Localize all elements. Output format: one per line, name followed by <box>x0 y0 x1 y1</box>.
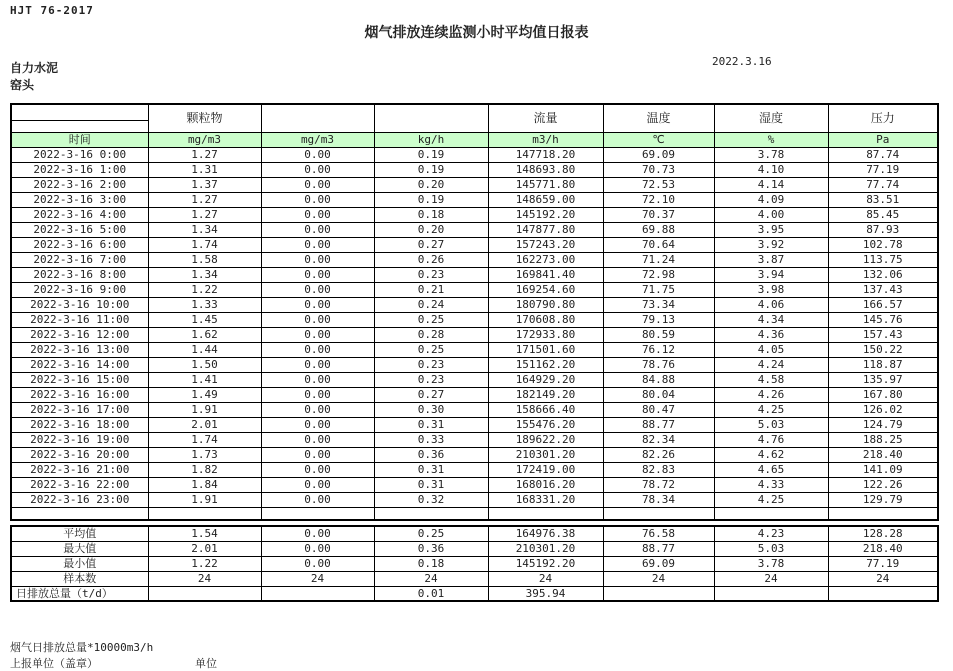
hourly-row-label: 2022-3-16 12:00 <box>11 327 148 342</box>
hourly-row-value: 166.57 <box>828 297 938 312</box>
hourly-row-value: 148659.00 <box>488 192 603 207</box>
hourly-row-value: 172933.80 <box>488 327 603 342</box>
hourly-row <box>11 252 938 267</box>
hourly-row-value: 1.82 <box>148 462 261 477</box>
hourly-row-value: 4.00 <box>714 207 828 222</box>
summary-row-value: 128.28 <box>828 526 938 541</box>
summary-row-value: 24 <box>488 571 603 586</box>
hourly-row-label: 2022-3-16 22:00 <box>11 477 148 492</box>
hourly-row-value: 0.21 <box>374 282 488 297</box>
hourly-row-value: 4.58 <box>714 372 828 387</box>
hourly-row-value: 0.00 <box>261 357 374 372</box>
time-header: 时间 <box>11 132 148 147</box>
hourly-row-value: 77.19 <box>828 162 938 177</box>
hourly-row-value: 1.91 <box>148 492 261 507</box>
hourly-row-label: 2022-3-16 3:00 <box>11 192 148 207</box>
hourly-row-label: 2022-3-16 17:00 <box>11 402 148 417</box>
data-rows <box>11 147 938 507</box>
hourly-row <box>11 282 938 297</box>
hourly-row-value: 0.28 <box>374 327 488 342</box>
hourly-row-value: 4.34 <box>714 312 828 327</box>
summary-row-value: 218.40 <box>828 541 938 556</box>
hourly-row-label: 2022-3-16 6:00 <box>11 237 148 252</box>
hourly-row-value: 73.34 <box>603 297 714 312</box>
hourly-row-value: 129.79 <box>828 492 938 507</box>
hourly-row-value: 0.25 <box>374 312 488 327</box>
hourly-row-value: 70.73 <box>603 162 714 177</box>
hourly-row-value: 122.26 <box>828 477 938 492</box>
unit-header-row <box>11 132 938 147</box>
summary-row-value: 5.03 <box>714 541 828 556</box>
hourly-row-value: 80.47 <box>603 402 714 417</box>
hourly-row-value: 0.00 <box>261 372 374 387</box>
hourly-row-value: 4.33 <box>714 477 828 492</box>
summary-row <box>11 556 938 571</box>
hourly-row <box>11 237 938 252</box>
footer-note: 烟气日排放总量*10000m3/h <box>10 641 154 654</box>
hourly-row-label: 2022-3-16 13:00 <box>11 342 148 357</box>
hourly-row-value: 0.20 <box>374 222 488 237</box>
standard-number: HJT 76-2017 <box>10 4 94 17</box>
page-title: 烟气排放连续监测小时平均值日报表 <box>364 25 589 41</box>
hourly-row-value: 0.00 <box>261 492 374 507</box>
hourly-row-label: 2022-3-16 14:00 <box>11 357 148 372</box>
hourly-row-value: 0.00 <box>261 342 374 357</box>
monitoring-point: 窑头 <box>10 78 35 92</box>
hourly-row-value: 167.80 <box>828 387 938 402</box>
summary-row <box>11 571 938 586</box>
summary-row-value: 1.22 <box>148 556 261 571</box>
hourly-row-value: 0.27 <box>374 387 488 402</box>
hourly-row-value: 0.25 <box>374 342 488 357</box>
summary-row-label: 最小值 <box>11 556 148 571</box>
hourly-row <box>11 177 938 192</box>
hourly-row-value: 85.45 <box>828 207 938 222</box>
hourly-row-value: 3.78 <box>714 147 828 162</box>
hourly-row-value: 218.40 <box>828 447 938 462</box>
hourly-row-label: 2022-3-16 0:00 <box>11 147 148 162</box>
hourly-row-value: 0.19 <box>374 192 488 207</box>
summary-rows <box>11 526 938 601</box>
summary-row-label: 日排放总量（t/d） <box>11 586 148 601</box>
hourly-row <box>11 372 938 387</box>
hourly-row-value: 0.00 <box>261 222 374 237</box>
hourly-row-value: 80.04 <box>603 387 714 402</box>
hourly-row-value: 78.34 <box>603 492 714 507</box>
hourly-row-value: 0.00 <box>261 387 374 402</box>
hourly-row-value: 4.65 <box>714 462 828 477</box>
col-header-blank-1 <box>261 104 374 132</box>
unit-kgh: kg/h <box>374 132 488 147</box>
hourly-row-value: 141.09 <box>828 462 938 477</box>
summary-row-value: 2.01 <box>148 541 261 556</box>
hourly-row-value: 87.93 <box>828 222 938 237</box>
hourly-row-value: 113.75 <box>828 252 938 267</box>
hourly-row-label: 2022-3-16 20:00 <box>11 447 148 462</box>
hourly-row-value: 1.22 <box>148 282 261 297</box>
unit-m3h: m3/h <box>488 132 603 147</box>
hourly-row-value: 1.34 <box>148 222 261 237</box>
hourly-row-value: 3.87 <box>714 252 828 267</box>
hourly-row-value: 3.94 <box>714 267 828 282</box>
summary-row <box>11 586 938 601</box>
hourly-row-value: 72.10 <box>603 192 714 207</box>
col-header-flow: 流量 <box>488 104 603 132</box>
hourly-row-value: 0.23 <box>374 267 488 282</box>
hourly-row-value: 1.84 <box>148 477 261 492</box>
hourly-row-value: 164929.20 <box>488 372 603 387</box>
hourly-row <box>11 267 938 282</box>
hourly-row-value: 0.23 <box>374 372 488 387</box>
hourly-row-value: 78.76 <box>603 357 714 372</box>
hourly-row-label: 2022-3-16 1:00 <box>11 162 148 177</box>
hourly-row-value: 4.36 <box>714 327 828 342</box>
hourly-row-label: 2022-3-16 7:00 <box>11 252 148 267</box>
summary-row-value <box>714 586 828 601</box>
hourly-row-label: 2022-3-16 2:00 <box>11 177 148 192</box>
unit-percent: % <box>714 132 828 147</box>
hourly-row-value: 4.10 <box>714 162 828 177</box>
hourly-row-value: 172419.00 <box>488 462 603 477</box>
hourly-row-value: 0.18 <box>374 207 488 222</box>
hourly-row-value: 88.77 <box>603 417 714 432</box>
hourly-row-value: 1.33 <box>148 297 261 312</box>
hourly-row-value: 0.20 <box>374 177 488 192</box>
hourly-row-value: 0.00 <box>261 237 374 252</box>
summary-row-value: 0.36 <box>374 541 488 556</box>
summary-row-value: 164976.38 <box>488 526 603 541</box>
hourly-row-value: 1.91 <box>148 402 261 417</box>
col-header-humidity: 湿度 <box>714 104 828 132</box>
corner-cell-top <box>11 104 148 120</box>
summary-row <box>11 541 938 556</box>
hourly-row-label: 2022-3-16 15:00 <box>11 372 148 387</box>
hourly-row-value: 0.00 <box>261 447 374 462</box>
summary-row-value: 145192.20 <box>488 556 603 571</box>
hourly-row-value: 84.88 <box>603 372 714 387</box>
hourly-row-value: 137.43 <box>828 282 938 297</box>
hourly-row <box>11 162 938 177</box>
hourly-row-value: 71.24 <box>603 252 714 267</box>
hourly-row <box>11 207 938 222</box>
summary-row-value: 88.77 <box>603 541 714 556</box>
hourly-row-value: 0.00 <box>261 417 374 432</box>
hourly-row-value: 71.75 <box>603 282 714 297</box>
hourly-row-value: 0.00 <box>261 282 374 297</box>
hourly-row-value: 188.25 <box>828 432 938 447</box>
report-date: 2022.3.16 <box>712 55 772 68</box>
hourly-row-value: 0.23 <box>374 357 488 372</box>
spacer-row <box>11 507 938 520</box>
hourly-row-value: 189622.20 <box>488 432 603 447</box>
hourly-row-value: 1.31 <box>148 162 261 177</box>
hourly-row-value: 4.25 <box>714 402 828 417</box>
hourly-row-value: 1.37 <box>148 177 261 192</box>
hourly-row-label: 2022-3-16 9:00 <box>11 282 148 297</box>
hourly-row-value: 82.83 <box>603 462 714 477</box>
col-header-blank-2 <box>374 104 488 132</box>
hourly-row-value: 210301.20 <box>488 447 603 462</box>
summary-row-value: 4.23 <box>714 526 828 541</box>
hourly-row-value: 0.00 <box>261 192 374 207</box>
hourly-row-value: 157243.20 <box>488 237 603 252</box>
summary-row-value: 395.94 <box>488 586 603 601</box>
summary-row-value: 77.19 <box>828 556 938 571</box>
hourly-row-value: 2.01 <box>148 417 261 432</box>
hourly-row-value: 1.74 <box>148 432 261 447</box>
hourly-row-value: 4.26 <box>714 387 828 402</box>
hourly-row-value: 4.62 <box>714 447 828 462</box>
hourly-row <box>11 342 938 357</box>
reporting-unit-label: 上报单位（盖章） <box>10 657 98 670</box>
hourly-row <box>11 147 938 162</box>
hourly-row-value: 0.00 <box>261 252 374 267</box>
hourly-row-value: 0.00 <box>261 207 374 222</box>
hourly-row-label: 2022-3-16 8:00 <box>11 267 148 282</box>
hourly-row-value: 147718.20 <box>488 147 603 162</box>
hourly-row-value: 0.19 <box>374 162 488 177</box>
summary-row-value: 24 <box>828 571 938 586</box>
hourly-row-value: 72.53 <box>603 177 714 192</box>
unit-mgm3-2: mg/m3 <box>261 132 374 147</box>
hourly-row <box>11 477 938 492</box>
hourly-row-value: 0.31 <box>374 462 488 477</box>
report-table-area <box>10 103 937 602</box>
summary-row <box>11 526 938 541</box>
unit-label: 单位 <box>195 657 217 670</box>
hourly-row-value: 4.14 <box>714 177 828 192</box>
hourly-row-value: 82.26 <box>603 447 714 462</box>
hourly-row-label: 2022-3-16 11:00 <box>11 312 148 327</box>
hourly-row <box>11 357 938 372</box>
hourly-row-value: 147877.80 <box>488 222 603 237</box>
hourly-row-value: 168016.20 <box>488 477 603 492</box>
hourly-row <box>11 312 938 327</box>
hourly-row-value: 0.00 <box>261 462 374 477</box>
hourly-row-label: 2022-3-16 19:00 <box>11 432 148 447</box>
hourly-row-value: 5.03 <box>714 417 828 432</box>
hourly-row-value: 158666.40 <box>488 402 603 417</box>
hourly-row-value: 148693.80 <box>488 162 603 177</box>
hourly-row-value: 0.00 <box>261 402 374 417</box>
hourly-row-value: 169841.40 <box>488 267 603 282</box>
hourly-row-value: 4.09 <box>714 192 828 207</box>
hourly-row-value: 78.72 <box>603 477 714 492</box>
hourly-row-label: 2022-3-16 4:00 <box>11 207 148 222</box>
hourly-row-value: 0.30 <box>374 402 488 417</box>
summary-row-value: 0.00 <box>261 526 374 541</box>
hourly-row-value: 3.92 <box>714 237 828 252</box>
hourly-row-value: 80.59 <box>603 327 714 342</box>
hourly-data-table <box>10 103 939 521</box>
hourly-row-value: 0.24 <box>374 297 488 312</box>
hourly-row-value: 77.74 <box>828 177 938 192</box>
company-name: 自力水泥 <box>10 61 59 75</box>
hourly-row <box>11 492 938 507</box>
hourly-row-value: 0.00 <box>261 327 374 342</box>
hourly-row-value: 1.58 <box>148 252 261 267</box>
hourly-row-value: 72.98 <box>603 267 714 282</box>
hourly-row-value: 162273.00 <box>488 252 603 267</box>
hourly-row <box>11 222 938 237</box>
summary-row-value <box>148 586 261 601</box>
hourly-row-value: 124.79 <box>828 417 938 432</box>
hourly-row-value: 83.51 <box>828 192 938 207</box>
hourly-row-value: 0.00 <box>261 297 374 312</box>
hourly-row <box>11 447 938 462</box>
hourly-row-label: 2022-3-16 23:00 <box>11 492 148 507</box>
hourly-row-value: 0.00 <box>261 177 374 192</box>
hourly-row-value: 3.98 <box>714 282 828 297</box>
hourly-row-value: 1.27 <box>148 207 261 222</box>
hourly-row-label: 2022-3-16 5:00 <box>11 222 148 237</box>
summary-row-value: 1.54 <box>148 526 261 541</box>
hourly-row-value: 79.13 <box>603 312 714 327</box>
summary-row-value <box>603 586 714 601</box>
hourly-row <box>11 297 938 312</box>
hourly-row <box>11 417 938 432</box>
hourly-row-value: 1.27 <box>148 147 261 162</box>
corner-cell-bottom <box>11 120 148 132</box>
summary-row-value: 24 <box>603 571 714 586</box>
hourly-row-value: 102.78 <box>828 237 938 252</box>
hourly-row-value: 168331.20 <box>488 492 603 507</box>
hourly-row-value: 0.27 <box>374 237 488 252</box>
hourly-row <box>11 387 938 402</box>
hourly-row-value: 1.50 <box>148 357 261 372</box>
group-header-row <box>11 104 938 120</box>
hourly-row-value: 69.88 <box>603 222 714 237</box>
hourly-row-value: 0.33 <box>374 432 488 447</box>
hourly-row-label: 2022-3-16 10:00 <box>11 297 148 312</box>
unit-celsius: ℃ <box>603 132 714 147</box>
hourly-row-value: 169254.60 <box>488 282 603 297</box>
hourly-row-value: 0.00 <box>261 312 374 327</box>
hourly-row-value: 0.31 <box>374 477 488 492</box>
hourly-row-value: 182149.20 <box>488 387 603 402</box>
summary-row-value: 69.09 <box>603 556 714 571</box>
hourly-row-value: 69.09 <box>603 147 714 162</box>
hourly-row <box>11 327 938 342</box>
hourly-row-value: 4.25 <box>714 492 828 507</box>
hourly-row <box>11 192 938 207</box>
summary-row-value: 0.00 <box>261 556 374 571</box>
hourly-row-value: 180790.80 <box>488 297 603 312</box>
hourly-row-label: 2022-3-16 18:00 <box>11 417 148 432</box>
hourly-row-value: 1.45 <box>148 312 261 327</box>
hourly-row-value: 170608.80 <box>488 312 603 327</box>
col-header-pressure: 压力 <box>828 104 938 132</box>
hourly-row-value: 82.34 <box>603 432 714 447</box>
hourly-row-value: 1.74 <box>148 237 261 252</box>
hourly-row-value: 76.12 <box>603 342 714 357</box>
col-header-temperature: 温度 <box>603 104 714 132</box>
hourly-row-value: 1.73 <box>148 447 261 462</box>
hourly-row-value: 4.24 <box>714 357 828 372</box>
hourly-row-label: 2022-3-16 16:00 <box>11 387 148 402</box>
summary-row-value: 76.58 <box>603 526 714 541</box>
col-header-particulate: 颗粒物 <box>148 104 261 132</box>
hourly-row-value: 0.00 <box>261 147 374 162</box>
unit-mgm3-1: mg/m3 <box>148 132 261 147</box>
summary-table <box>10 525 939 602</box>
unit-pa: Pa <box>828 132 938 147</box>
hourly-row-value: 155476.20 <box>488 417 603 432</box>
hourly-row-value: 126.02 <box>828 402 938 417</box>
hourly-row <box>11 432 938 447</box>
hourly-row-value: 0.26 <box>374 252 488 267</box>
summary-row-value <box>261 586 374 601</box>
hourly-row <box>11 402 938 417</box>
summary-row-value: 24 <box>714 571 828 586</box>
hourly-row-value: 0.00 <box>261 267 374 282</box>
hourly-row-value: 150.22 <box>828 342 938 357</box>
summary-row-value: 0.18 <box>374 556 488 571</box>
hourly-row-value: 1.27 <box>148 192 261 207</box>
summary-row-label: 平均值 <box>11 526 148 541</box>
hourly-row-value: 70.37 <box>603 207 714 222</box>
summary-row-value: 24 <box>148 571 261 586</box>
summary-row-value: 24 <box>261 571 374 586</box>
hourly-row-value: 1.34 <box>148 267 261 282</box>
hourly-row-value: 157.43 <box>828 327 938 342</box>
summary-row-value: 0.25 <box>374 526 488 541</box>
summary-row-value <box>828 586 938 601</box>
hourly-row-value: 4.06 <box>714 297 828 312</box>
hourly-row-value: 132.06 <box>828 267 938 282</box>
hourly-row-value: 87.74 <box>828 147 938 162</box>
hourly-row-value: 0.32 <box>374 492 488 507</box>
hourly-row-value: 135.97 <box>828 372 938 387</box>
summary-row-value: 3.78 <box>714 556 828 571</box>
hourly-row-value: 0.36 <box>374 447 488 462</box>
hourly-row-value: 4.76 <box>714 432 828 447</box>
summary-row-value: 0.01 <box>374 586 488 601</box>
hourly-row-value: 1.62 <box>148 327 261 342</box>
summary-row-value: 0.00 <box>261 541 374 556</box>
hourly-row-value: 0.31 <box>374 417 488 432</box>
hourly-row-value: 0.00 <box>261 162 374 177</box>
summary-row-value: 24 <box>374 571 488 586</box>
hourly-row-value: 4.05 <box>714 342 828 357</box>
hourly-row-value: 1.49 <box>148 387 261 402</box>
summary-row-label: 样本数 <box>11 571 148 586</box>
hourly-row-value: 1.41 <box>148 372 261 387</box>
hourly-row-value: 145.76 <box>828 312 938 327</box>
hourly-row-value: 0.00 <box>261 477 374 492</box>
hourly-row-value: 1.44 <box>148 342 261 357</box>
hourly-row-value: 151162.20 <box>488 357 603 372</box>
summary-row-label: 最大值 <box>11 541 148 556</box>
hourly-row-value: 70.64 <box>603 237 714 252</box>
summary-row-value: 210301.20 <box>488 541 603 556</box>
hourly-row-value: 145192.20 <box>488 207 603 222</box>
hourly-row-value: 3.95 <box>714 222 828 237</box>
hourly-row-value: 145771.80 <box>488 177 603 192</box>
hourly-row-value: 118.87 <box>828 357 938 372</box>
hourly-row <box>11 462 938 477</box>
hourly-row-value: 171501.60 <box>488 342 603 357</box>
hourly-row-value: 0.00 <box>261 432 374 447</box>
hourly-row-label: 2022-3-16 21:00 <box>11 462 148 477</box>
hourly-row-value: 0.19 <box>374 147 488 162</box>
